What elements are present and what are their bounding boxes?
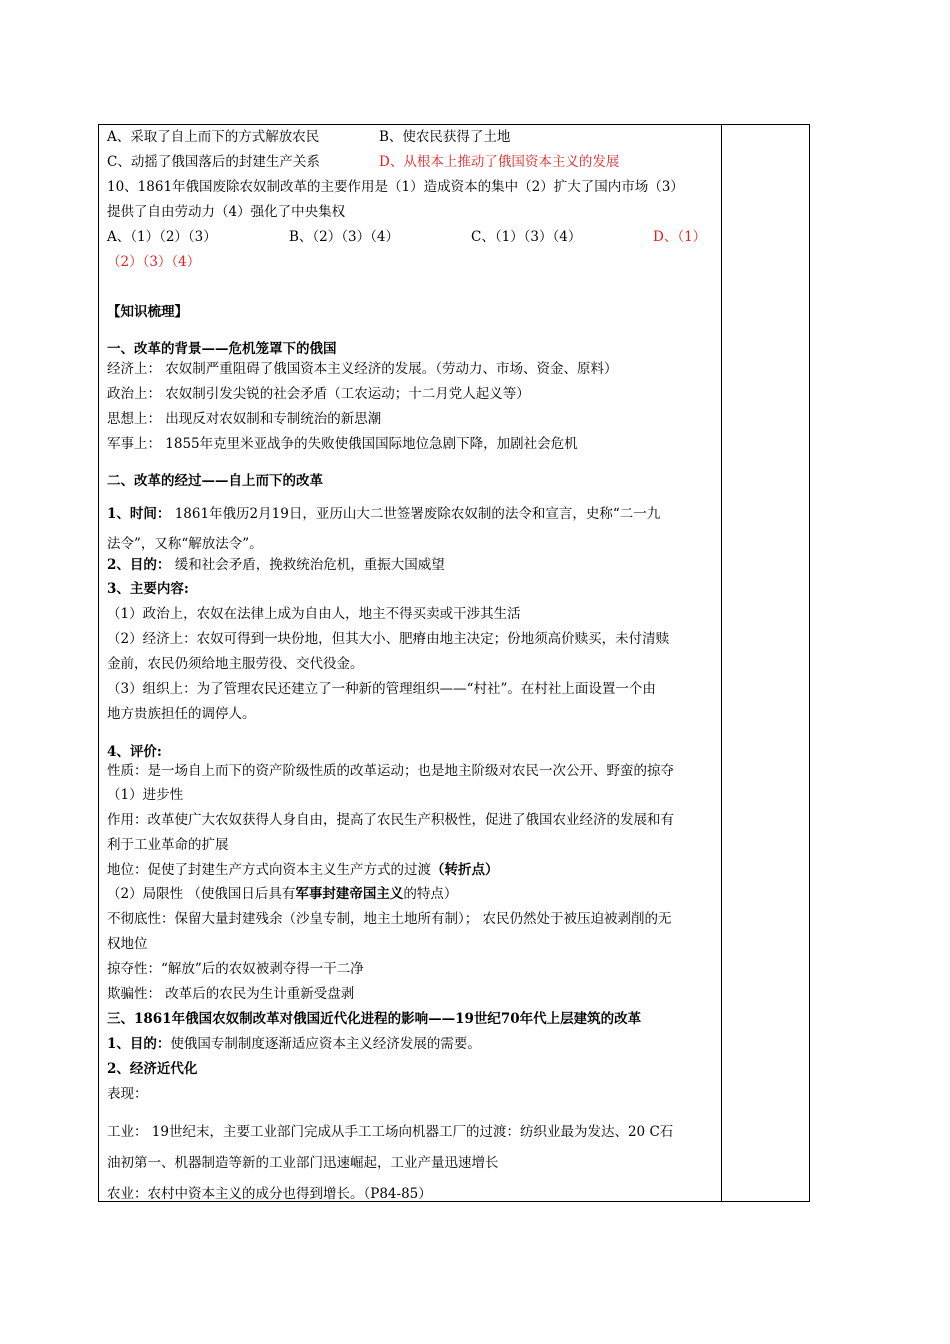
reform-purpose-text: 缓和社会矛盾，挽救统治危机，重振大国威望 — [170, 557, 445, 573]
q10-option-d-answer: D、（1） — [653, 229, 707, 245]
reform-content-economy-line1: （2）经济上：农奴可得到一块份地，但其大小、肥瘠由地主决定；份地须高价赎买，未付清赎 — [107, 631, 670, 647]
limitation-tail: 的特点） — [403, 886, 458, 902]
reform-content-organization-line1: （3）组织上：为了管理农民还建立了一种新的管理组织——“村社”。在村社上面设置一个由 — [107, 681, 656, 697]
q10-option-c: C、（1）（3）（4） — [471, 229, 582, 245]
deceit-nature: 欺骗性： 改革后的农民为生计重新受盘剥 — [107, 986, 355, 1002]
reform-purpose — [107, 556, 445, 574]
military-feudal-imperialism: 军事封建帝国主义 — [295, 886, 404, 902]
modernization-purpose — [107, 1035, 481, 1053]
performance-label: 表现： — [107, 1086, 148, 1102]
section2-title: 二、改革的经过——自上而下的改革 — [107, 473, 323, 489]
column-divider — [721, 124, 722, 1202]
reform-time-line2: 法令”，又称“解放法令”。 — [107, 536, 263, 552]
reform-time-label: 1、时间： — [107, 506, 171, 522]
option-d-answer: D、从根本上推动了俄国资本主义的发展 — [379, 154, 620, 170]
q10-stem-line2: 提供了自由劳动力（4）强化了中央集权 — [107, 204, 346, 220]
incompleteness-line1: 不彻底性：保留大量封建残余（沙皇专制，地主土地所有制）； 农民仍然处于被压迫被剥削的无 — [107, 911, 672, 927]
option-a: A、采取了自上而下的方式解放农民 — [107, 129, 320, 145]
reform-content-organization-line2: 地方贵族担任的调停人。 — [107, 706, 256, 722]
reform-content-politics: （1）政治上，农奴在法律上成为自由人，地主不得买卖或干涉其生活 — [107, 606, 521, 622]
modernization-purpose-label: 1、目的： — [107, 1036, 171, 1052]
industry-line2: 油初第一、机器制造等新的工业部门迅速崛起，工业产量迅速增长 — [107, 1155, 499, 1171]
q10-option-d-continued: （2）（3）（4） — [107, 254, 201, 270]
option-b: B、使农民获得了土地 — [379, 129, 511, 145]
background-economy: 经济上： 农奴制严重阻碍了俄国资本主义经济的发展。（劳动力、市场、资金、原料） — [107, 361, 618, 377]
plunder-nature: 掠夺性：“解放”后的农奴被剥夺得一干二净 — [107, 961, 364, 977]
limitation-label — [107, 885, 457, 903]
knowledge-header: 【知识梳理】 — [107, 304, 188, 320]
reform-content-economy-line2: 金前，农民仍须给地主服劳役、交代役金。 — [107, 656, 364, 672]
historical-status-text: 地位：促使了封建生产方式向资本主义生产方式的过渡 — [107, 862, 431, 878]
economic-modernization-label: 2、经济近代化 — [107, 1061, 198, 1077]
reform-content-label: 3、主要内容: — [107, 581, 189, 597]
effect-line1: 作用：改革使广大农奴获得人身自由，提高了农民生产积极性，促进了俄国农业经济的发展和有 — [107, 812, 674, 828]
evaluation-label: 4、评价: — [107, 744, 162, 760]
historical-status — [107, 861, 499, 879]
background-politics: 政治上： 农奴制引发尖锐的社会矛盾（工农运动；十二月党人起义等） — [107, 386, 530, 402]
reform-time-line1 — [107, 505, 660, 523]
question-options-ab — [107, 128, 510, 146]
agriculture-line: 农业：农村中资本主义的成分也得到增长。（P84-85） — [107, 1186, 432, 1202]
limitation-text: （2）局限性 （使俄国日后具有 — [107, 886, 296, 902]
question-options-cd — [107, 153, 619, 171]
reform-purpose-label: 2、目的： — [107, 557, 171, 573]
background-thought: 思想上： 出现反对农奴制和专制统治的新思潮 — [107, 411, 382, 427]
evaluation-nature: 性质：是一场自上而下的资产阶级性质的改革运动；也是地主阶级对农民一次公开、野蛮的掠夺 — [107, 763, 674, 779]
progressiveness-label: （1）进步性 — [107, 787, 184, 803]
effect-line2: 利于工业革命的扩展 — [107, 837, 229, 853]
q10-options — [107, 228, 706, 246]
section1-title: 一、改革的背景——危机笼罩下的俄国 — [107, 341, 337, 357]
background-military: 军事上： 1855年克里米亚战争的失败使俄国国际地位急剧下降，加剧社会危机 — [107, 436, 578, 452]
q10-stem-line1: 10、1861年俄国废除农奴制改革的主要作用是（1）造成资本的集中（2）扩大了国内市场（3） — [107, 179, 684, 195]
reform-time-text: 1861年俄历2月19日，亚历山大二世签署废除农奴制的法令和宣言，史称“二一九 — [170, 506, 661, 522]
q10-option-b: B、（2）（3）（4） — [289, 229, 399, 245]
industry-line1: 工业： 19世纪末，主要工业部门完成从手工工场向机器工厂的过渡：纺织业最为发达、20 C石 — [107, 1124, 674, 1140]
turning-point-tag: （转折点） — [431, 862, 499, 878]
option-c: C、动摇了俄国落后的封建生产关系 — [107, 154, 320, 170]
q10-option-a: A、（1）（2）（3） — [107, 229, 217, 245]
modernization-purpose-text: 使俄国专制制度逐渐适应资本主义经济发展的需要。 — [170, 1036, 481, 1052]
incompleteness-line2: 权地位 — [107, 936, 148, 952]
section3-title: 三、1861年俄国农奴制改革对俄国近代化进程的影响——19世纪70年代上层建筑的改革 — [107, 1011, 642, 1027]
